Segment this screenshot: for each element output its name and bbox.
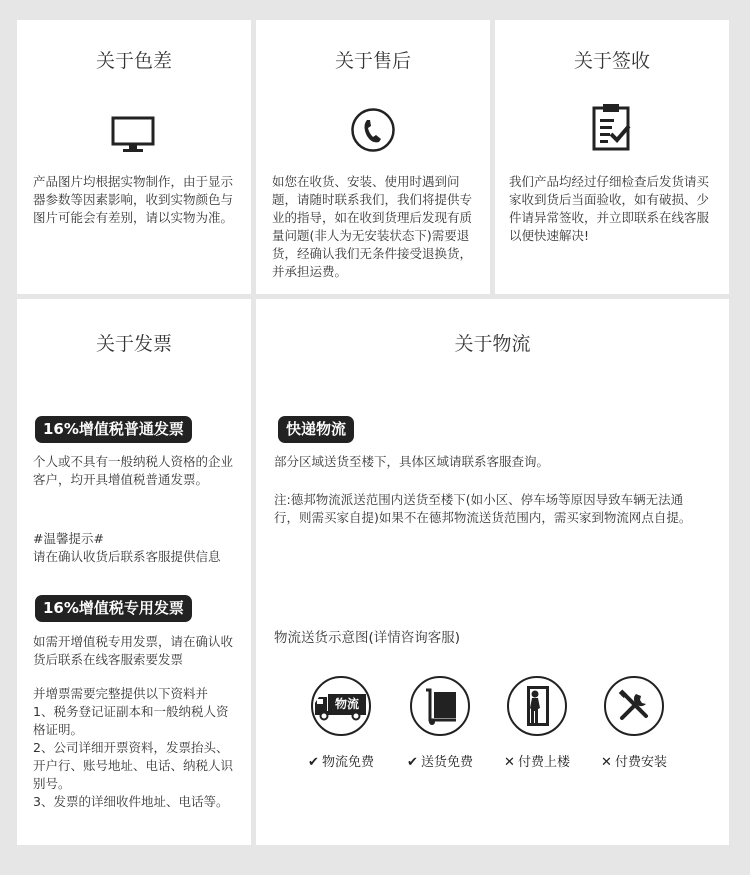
tip-text: 请在确认收货后联系客服提供信息 xyxy=(33,549,221,564)
service-label-logistics: ✔ 物流免费 xyxy=(308,755,374,770)
card-title: 关于发票 xyxy=(95,333,172,355)
cross-icon: ✕ xyxy=(504,755,515,770)
special-invoice-text: 如需开增值税专用发票，请在确认收货后联系在线客服索要发票 xyxy=(33,634,234,667)
card-logistics xyxy=(256,299,729,845)
hand-truck-icon xyxy=(410,676,470,736)
check-icon: ✔ xyxy=(407,755,418,770)
materials-item: 1、税务登记证副本和一般纳税人资格证明。 xyxy=(33,704,229,737)
tools-icon xyxy=(604,676,664,736)
card-color-diff xyxy=(17,20,251,294)
card-sign-receipt xyxy=(495,20,729,294)
card-title: 关于物流 xyxy=(454,333,531,355)
door-person-icon xyxy=(507,676,567,736)
monitor-icon xyxy=(111,116,155,156)
phone-icon xyxy=(350,107,396,153)
normal-invoice-badge: 16%增值税普通发票 xyxy=(35,416,192,443)
materials-item: 3、发票的详细收件地址、电话等。 xyxy=(33,794,229,809)
diagram-title: 物流送货示意图(详情咨询客服) xyxy=(274,630,461,646)
clipboard-check-icon xyxy=(591,102,633,152)
service-label-delivery: ✔ 送货免费 xyxy=(407,755,473,770)
materials-item: 2、公司详细开票资料，发票抬头、开户行、账号地址、电话、纳税人识别号。 xyxy=(33,740,234,791)
normal-invoice-text: 个人或不具有一般纳税人资格的企业客户，均开具增值税普通发票。 xyxy=(33,454,234,487)
sign-receipt-text: 我们产品均经过仔细检查后发货请买家收到货后当面验收，如有破损、少件请异常签收，并立即联系在线客服以便快速解决! xyxy=(509,174,710,243)
tip-title: #温馨提示# xyxy=(33,531,104,546)
service-label-install: ✕ 付费安装 xyxy=(601,755,667,770)
service-label-upstairs: ✕ 付费上楼 xyxy=(504,755,570,770)
express-text: 部分区域送货至楼下，具体区域请联系客服查询。 xyxy=(274,454,550,469)
after-sales-text: 如您在收货、安装、使用时遇到问题，请随时联系我们，我们将提供专业的指导，如在收到货理后发现有质量问题(非人为无安装状态下)需要退货，经确认我们无条件接受退换货，并承担运费。 xyxy=(272,174,473,279)
check-icon: ✔ xyxy=(308,755,319,770)
truck-label: 物流 xyxy=(334,697,360,711)
card-title: 关于售后 xyxy=(334,50,411,72)
special-invoice-badge: 16%增值税专用发票 xyxy=(35,595,192,622)
express-badge: 快递物流 xyxy=(278,416,354,443)
logistics-note: 注:德邦物流派送范围内送货至楼下(如小区、停车场等原因导致车辆无法通行，则需买家自提)如果不在德邦物流送货范围内，需买家到物流网点自提。 xyxy=(274,492,692,525)
card-after-sales xyxy=(256,20,490,294)
card-title: 关于签收 xyxy=(573,50,650,72)
card-invoice xyxy=(17,299,251,845)
color-diff-text: 产品图片均根据实物制作，由于显示器参数等因素影响，收到实物颜色与图片可能会有差别，请以实物为准。 xyxy=(33,174,234,225)
materials-intro: 并增票需要完整提供以下资料并 xyxy=(33,686,209,701)
truck-icon xyxy=(311,676,371,736)
card-title: 关于色差 xyxy=(95,50,172,72)
cross-icon: ✕ xyxy=(601,755,612,770)
